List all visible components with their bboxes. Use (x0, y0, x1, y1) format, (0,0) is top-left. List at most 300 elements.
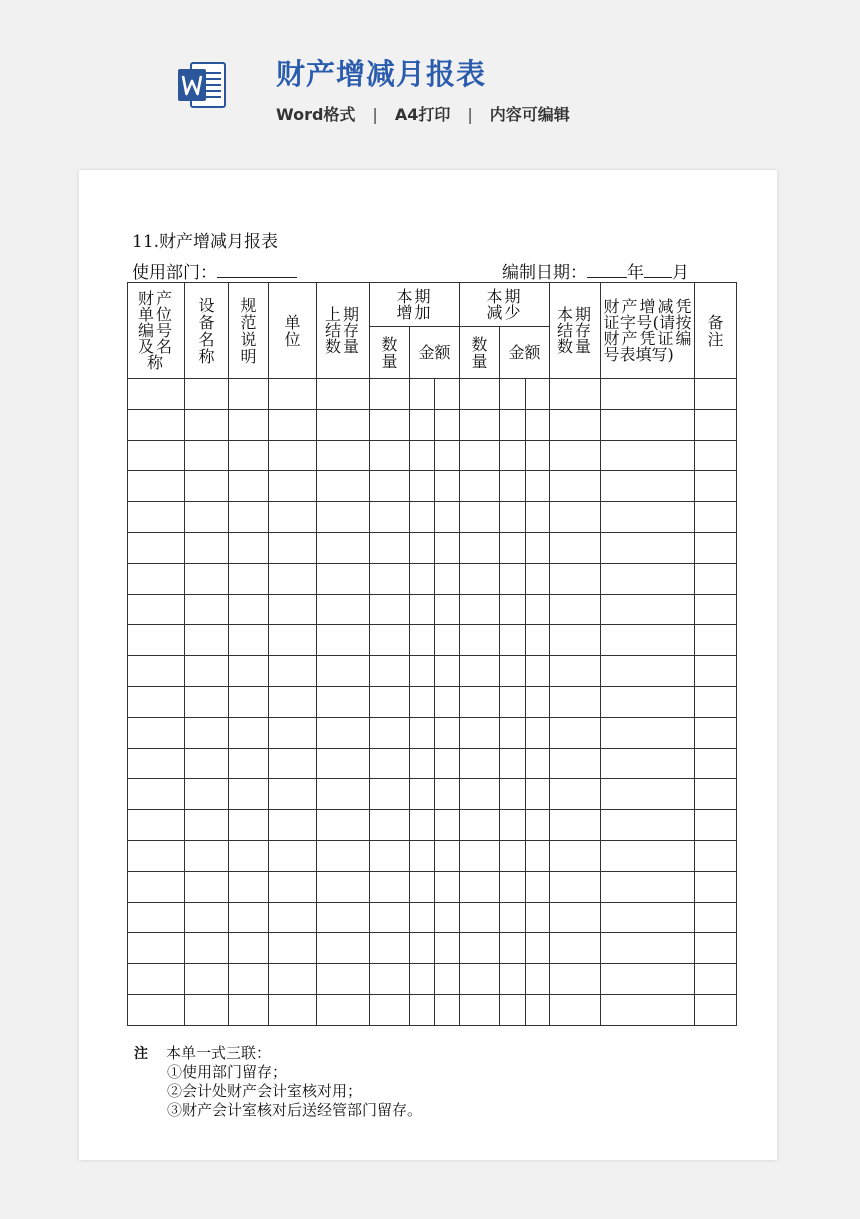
table-cell[interactable] (128, 933, 185, 964)
table-cell[interactable] (128, 779, 185, 810)
table-cell[interactable] (229, 440, 269, 471)
table-cell[interactable] (370, 440, 410, 471)
table-cell[interactable] (370, 502, 410, 533)
table-cell[interactable] (550, 502, 601, 533)
table-cell[interactable] (500, 748, 526, 779)
table-cell[interactable] (269, 686, 317, 717)
table-cell[interactable] (550, 994, 601, 1025)
table-cell[interactable] (601, 686, 695, 717)
table-cell[interactable] (500, 964, 526, 995)
table-cell[interactable] (435, 964, 460, 995)
table-cell[interactable] (500, 625, 526, 656)
table-cell[interactable] (435, 656, 460, 687)
table-cell[interactable] (500, 656, 526, 687)
table-cell[interactable] (460, 563, 500, 594)
table-cell[interactable] (550, 471, 601, 502)
table-cell[interactable] (185, 532, 229, 563)
table-cell[interactable] (526, 471, 550, 502)
table-cell[interactable] (526, 594, 550, 625)
table-cell[interactable] (229, 779, 269, 810)
table-cell[interactable] (500, 563, 526, 594)
table-cell[interactable] (435, 933, 460, 964)
table-cell[interactable] (460, 532, 500, 563)
table-cell[interactable] (460, 686, 500, 717)
table-cell[interactable] (435, 594, 460, 625)
table-cell[interactable] (695, 933, 737, 964)
table-cell[interactable] (526, 994, 550, 1025)
table-cell[interactable] (500, 471, 526, 502)
table-cell[interactable] (526, 933, 550, 964)
table-cell[interactable] (410, 779, 435, 810)
table-cell[interactable] (435, 625, 460, 656)
table-cell[interactable] (317, 440, 370, 471)
table-cell[interactable] (128, 594, 185, 625)
table-cell[interactable] (435, 871, 460, 902)
table-cell[interactable] (526, 440, 550, 471)
table-cell[interactable] (550, 409, 601, 440)
table-cell[interactable] (435, 748, 460, 779)
table-row (128, 379, 737, 410)
table-cell[interactable] (695, 656, 737, 687)
table-cell[interactable] (317, 409, 370, 440)
table-cell[interactable] (269, 594, 317, 625)
table-cell[interactable] (526, 810, 550, 841)
table-cell[interactable] (370, 779, 410, 810)
table-cell[interactable] (185, 779, 229, 810)
table-cell[interactable] (550, 748, 601, 779)
table-cell[interactable] (435, 409, 460, 440)
table-cell[interactable] (460, 840, 500, 871)
table-cell[interactable] (500, 594, 526, 625)
header-row-1 (128, 283, 737, 327)
table-cell[interactable] (695, 625, 737, 656)
table-cell[interactable] (435, 717, 460, 748)
table-cell[interactable] (229, 902, 269, 933)
table-cell[interactable] (269, 625, 317, 656)
table-cell[interactable] (185, 594, 229, 625)
table-cell[interactable] (526, 902, 550, 933)
table-cell[interactable] (695, 532, 737, 563)
table-cell[interactable] (460, 625, 500, 656)
table-cell[interactable] (601, 964, 695, 995)
table-cell[interactable] (370, 656, 410, 687)
table-cell[interactable] (601, 409, 695, 440)
table-cell[interactable] (229, 933, 269, 964)
table-cell[interactable] (128, 964, 185, 995)
table-cell[interactable] (435, 902, 460, 933)
table-cell[interactable] (550, 933, 601, 964)
table-cell[interactable] (229, 379, 269, 410)
table-cell[interactable] (185, 748, 229, 779)
table-cell[interactable] (128, 871, 185, 902)
table-cell[interactable] (317, 717, 370, 748)
table-cell[interactable] (185, 717, 229, 748)
table-cell[interactable] (695, 440, 737, 471)
table-cell[interactable] (269, 779, 317, 810)
table-cell[interactable] (500, 810, 526, 841)
table-cell[interactable] (526, 748, 550, 779)
table-cell[interactable] (269, 563, 317, 594)
table-cell[interactable] (410, 994, 435, 1025)
table-cell[interactable] (317, 871, 370, 902)
table-cell[interactable] (128, 840, 185, 871)
table-cell[interactable] (550, 686, 601, 717)
table-cell[interactable] (460, 594, 500, 625)
table-cell[interactable] (410, 748, 435, 779)
table-cell[interactable] (269, 656, 317, 687)
table-cell[interactable] (601, 902, 695, 933)
table-cell[interactable] (229, 810, 269, 841)
table-cell[interactable] (601, 594, 695, 625)
table-cell[interactable] (128, 902, 185, 933)
table-cell[interactable] (128, 532, 185, 563)
table-cell[interactable] (601, 779, 695, 810)
table-cell[interactable] (128, 686, 185, 717)
table-cell[interactable] (695, 810, 737, 841)
table-cell[interactable] (410, 471, 435, 502)
table-cell[interactable] (435, 994, 460, 1025)
table-cell[interactable] (317, 471, 370, 502)
year-blank[interactable] (587, 260, 627, 278)
table-cell[interactable] (500, 994, 526, 1025)
table-cell[interactable] (269, 471, 317, 502)
table-cell[interactable] (695, 902, 737, 933)
table-cell[interactable] (695, 994, 737, 1025)
table-cell[interactable] (185, 625, 229, 656)
table-cell[interactable] (370, 409, 410, 440)
table-cell[interactable] (601, 871, 695, 902)
table-cell[interactable] (128, 379, 185, 410)
table-cell[interactable] (269, 502, 317, 533)
table-cell[interactable] (370, 840, 410, 871)
table-cell[interactable] (435, 502, 460, 533)
table-cell[interactable] (435, 779, 460, 810)
table-cell[interactable] (410, 625, 435, 656)
table-cell[interactable] (410, 440, 435, 471)
table-cell[interactable] (370, 625, 410, 656)
table-cell[interactable] (370, 933, 410, 964)
table-cell[interactable] (410, 810, 435, 841)
table-cell[interactable] (526, 686, 550, 717)
month-blank[interactable] (644, 260, 672, 278)
table-cell[interactable] (229, 502, 269, 533)
table-cell[interactable] (526, 871, 550, 902)
table-cell[interactable] (229, 656, 269, 687)
table-cell[interactable] (500, 840, 526, 871)
table-cell[interactable] (185, 656, 229, 687)
table-cell[interactable] (601, 471, 695, 502)
table-cell[interactable] (435, 471, 460, 502)
table-cell[interactable] (500, 502, 526, 533)
dept-blank[interactable] (217, 260, 297, 278)
table-cell[interactable] (269, 840, 317, 871)
table-cell[interactable] (526, 532, 550, 563)
table-cell[interactable] (229, 563, 269, 594)
table-cell[interactable] (500, 440, 526, 471)
table-cell[interactable] (269, 748, 317, 779)
table-cell[interactable] (229, 594, 269, 625)
table-cell[interactable] (128, 440, 185, 471)
table-cell[interactable] (185, 563, 229, 594)
table-cell[interactable] (370, 594, 410, 625)
table-cell[interactable] (460, 502, 500, 533)
table-cell[interactable] (317, 840, 370, 871)
table-cell[interactable] (695, 686, 737, 717)
table-cell[interactable] (695, 379, 737, 410)
table-cell[interactable] (550, 440, 601, 471)
table-cell[interactable] (526, 840, 550, 871)
table-cell[interactable] (185, 440, 229, 471)
table-cell[interactable] (370, 471, 410, 502)
table-cell[interactable] (185, 686, 229, 717)
table-cell[interactable] (370, 563, 410, 594)
table-cell[interactable] (601, 563, 695, 594)
table-cell[interactable] (128, 994, 185, 1025)
table-cell[interactable] (550, 625, 601, 656)
table-cell[interactable] (500, 717, 526, 748)
table-cell[interactable] (695, 471, 737, 502)
table-cell[interactable] (601, 656, 695, 687)
table-cell[interactable] (229, 409, 269, 440)
table-cell[interactable] (317, 625, 370, 656)
table-cell[interactable] (550, 871, 601, 902)
table-cell[interactable] (317, 933, 370, 964)
table-cell[interactable] (317, 902, 370, 933)
table-cell[interactable] (550, 563, 601, 594)
table-cell[interactable] (128, 717, 185, 748)
table-cell[interactable] (410, 933, 435, 964)
table-cell[interactable] (269, 964, 317, 995)
table-cell[interactable] (185, 994, 229, 1025)
table-cell[interactable] (435, 563, 460, 594)
table-cell[interactable] (500, 933, 526, 964)
table-cell[interactable] (460, 933, 500, 964)
table-cell[interactable] (410, 964, 435, 995)
table-cell[interactable] (460, 779, 500, 810)
table-cell[interactable] (370, 810, 410, 841)
table-cell[interactable] (550, 810, 601, 841)
table-cell[interactable] (550, 532, 601, 563)
table-cell[interactable] (317, 502, 370, 533)
table-cell[interactable] (317, 686, 370, 717)
table-cell[interactable] (410, 532, 435, 563)
table-cell[interactable] (229, 686, 269, 717)
table-cell[interactable] (269, 717, 317, 748)
table-cell[interactable] (695, 717, 737, 748)
table-cell[interactable] (601, 379, 695, 410)
table-cell[interactable] (460, 810, 500, 841)
table-cell[interactable] (317, 656, 370, 687)
table-cell[interactable] (269, 440, 317, 471)
table-cell[interactable] (269, 810, 317, 841)
table-cell[interactable] (370, 379, 410, 410)
table-cell[interactable] (317, 563, 370, 594)
table-cell[interactable] (410, 502, 435, 533)
table-cell[interactable] (460, 409, 500, 440)
table-cell[interactable] (601, 933, 695, 964)
table-cell[interactable] (601, 717, 695, 748)
table-cell[interactable] (550, 594, 601, 625)
table-cell[interactable] (269, 933, 317, 964)
table-cell[interactable] (185, 933, 229, 964)
table-cell[interactable] (601, 840, 695, 871)
table-cell[interactable] (317, 532, 370, 563)
table-cell[interactable] (410, 379, 435, 410)
table-cell[interactable] (128, 810, 185, 841)
table-cell[interactable] (370, 717, 410, 748)
table-cell[interactable] (695, 779, 737, 810)
table-cell[interactable] (695, 563, 737, 594)
table-cell[interactable] (500, 409, 526, 440)
table-cell[interactable] (128, 409, 185, 440)
table-cell[interactable] (229, 532, 269, 563)
table-cell[interactable] (500, 779, 526, 810)
table-cell[interactable] (269, 379, 317, 410)
table-cell[interactable] (185, 902, 229, 933)
table-cell[interactable] (500, 902, 526, 933)
table-cell[interactable] (526, 656, 550, 687)
table-cell[interactable] (185, 871, 229, 902)
table-cell[interactable] (229, 471, 269, 502)
table-cell[interactable] (695, 840, 737, 871)
table-cell[interactable] (128, 471, 185, 502)
table-cell[interactable] (460, 902, 500, 933)
table-cell[interactable] (526, 502, 550, 533)
table-cell[interactable] (410, 563, 435, 594)
table-cell[interactable] (317, 779, 370, 810)
table-cell[interactable] (269, 902, 317, 933)
table-cell[interactable] (550, 964, 601, 995)
table-cell[interactable] (410, 409, 435, 440)
table-cell[interactable] (601, 810, 695, 841)
table-cell[interactable] (500, 532, 526, 563)
table-cell[interactable] (229, 717, 269, 748)
table-cell[interactable] (229, 748, 269, 779)
table-cell[interactable] (601, 502, 695, 533)
table-cell[interactable] (526, 625, 550, 656)
table-cell[interactable] (460, 440, 500, 471)
table-cell[interactable] (128, 563, 185, 594)
table-cell[interactable] (410, 717, 435, 748)
table-cell[interactable] (410, 840, 435, 871)
table-cell[interactable] (229, 840, 269, 871)
table-cell[interactable] (695, 502, 737, 533)
table-cell[interactable] (435, 840, 460, 871)
table-cell[interactable] (185, 471, 229, 502)
table-cell[interactable] (229, 625, 269, 656)
table-cell[interactable] (601, 625, 695, 656)
table-cell[interactable] (460, 471, 500, 502)
table-cell[interactable] (185, 409, 229, 440)
table-cell[interactable] (410, 594, 435, 625)
table-cell[interactable] (460, 379, 500, 410)
table-cell[interactable] (435, 686, 460, 717)
table-cell[interactable] (695, 748, 737, 779)
table-cell[interactable] (317, 379, 370, 410)
table-cell[interactable] (460, 656, 500, 687)
table-cell[interactable] (370, 902, 410, 933)
table-cell[interactable] (500, 379, 526, 410)
table-cell[interactable] (550, 717, 601, 748)
table-cell[interactable] (370, 964, 410, 995)
table-cell[interactable] (370, 686, 410, 717)
table-cell[interactable] (269, 532, 317, 563)
table-cell[interactable] (269, 871, 317, 902)
table-cell[interactable] (550, 379, 601, 410)
table-cell[interactable] (370, 532, 410, 563)
table-cell[interactable] (410, 656, 435, 687)
table-cell[interactable] (526, 779, 550, 810)
table-cell[interactable] (695, 871, 737, 902)
table-cell[interactable] (550, 840, 601, 871)
table-cell[interactable] (695, 409, 737, 440)
table-cell[interactable] (460, 717, 500, 748)
table-cell[interactable] (500, 871, 526, 902)
table-cell[interactable] (370, 994, 410, 1025)
table-cell[interactable] (269, 994, 317, 1025)
table-cell[interactable] (128, 656, 185, 687)
table-cell[interactable] (229, 964, 269, 995)
table-cell[interactable] (460, 871, 500, 902)
table-cell[interactable] (601, 532, 695, 563)
table-cell[interactable] (128, 502, 185, 533)
table-cell[interactable] (410, 902, 435, 933)
table-cell[interactable] (185, 964, 229, 995)
table-cell[interactable] (185, 379, 229, 410)
table-cell[interactable] (460, 748, 500, 779)
table-cell[interactable] (460, 964, 500, 995)
table-cell[interactable] (550, 656, 601, 687)
table-cell[interactable] (526, 563, 550, 594)
table-cell[interactable] (128, 748, 185, 779)
table-cell[interactable] (269, 409, 317, 440)
table-cell[interactable] (526, 964, 550, 995)
table-cell[interactable] (526, 409, 550, 440)
table-cell[interactable] (185, 810, 229, 841)
table-cell[interactable] (229, 871, 269, 902)
table-cell[interactable] (460, 994, 500, 1025)
table-cell[interactable] (435, 532, 460, 563)
table-cell[interactable] (128, 625, 185, 656)
table-cell[interactable] (500, 686, 526, 717)
table-cell[interactable] (185, 502, 229, 533)
table-cell[interactable] (317, 810, 370, 841)
table-cell[interactable] (410, 686, 435, 717)
table-cell[interactable] (317, 994, 370, 1025)
table-cell[interactable] (370, 748, 410, 779)
table-cell[interactable] (526, 717, 550, 748)
table-cell[interactable] (526, 379, 550, 410)
table-cell[interactable] (695, 964, 737, 995)
table-cell[interactable] (550, 779, 601, 810)
table-cell[interactable] (317, 594, 370, 625)
table-cell[interactable] (317, 748, 370, 779)
table-cell[interactable] (435, 810, 460, 841)
note-line: 本单一式三联： (166, 1044, 272, 1062)
table-cell[interactable] (601, 748, 695, 779)
table-cell[interactable] (695, 594, 737, 625)
table-cell[interactable] (410, 871, 435, 902)
table-cell[interactable] (601, 994, 695, 1025)
table-cell[interactable] (435, 379, 460, 410)
table-cell[interactable] (601, 440, 695, 471)
table-cell[interactable] (550, 902, 601, 933)
table-cell[interactable] (370, 871, 410, 902)
table-cell[interactable] (317, 964, 370, 995)
table-cell[interactable] (435, 440, 460, 471)
table-cell[interactable] (229, 994, 269, 1025)
table-cell[interactable] (185, 840, 229, 871)
